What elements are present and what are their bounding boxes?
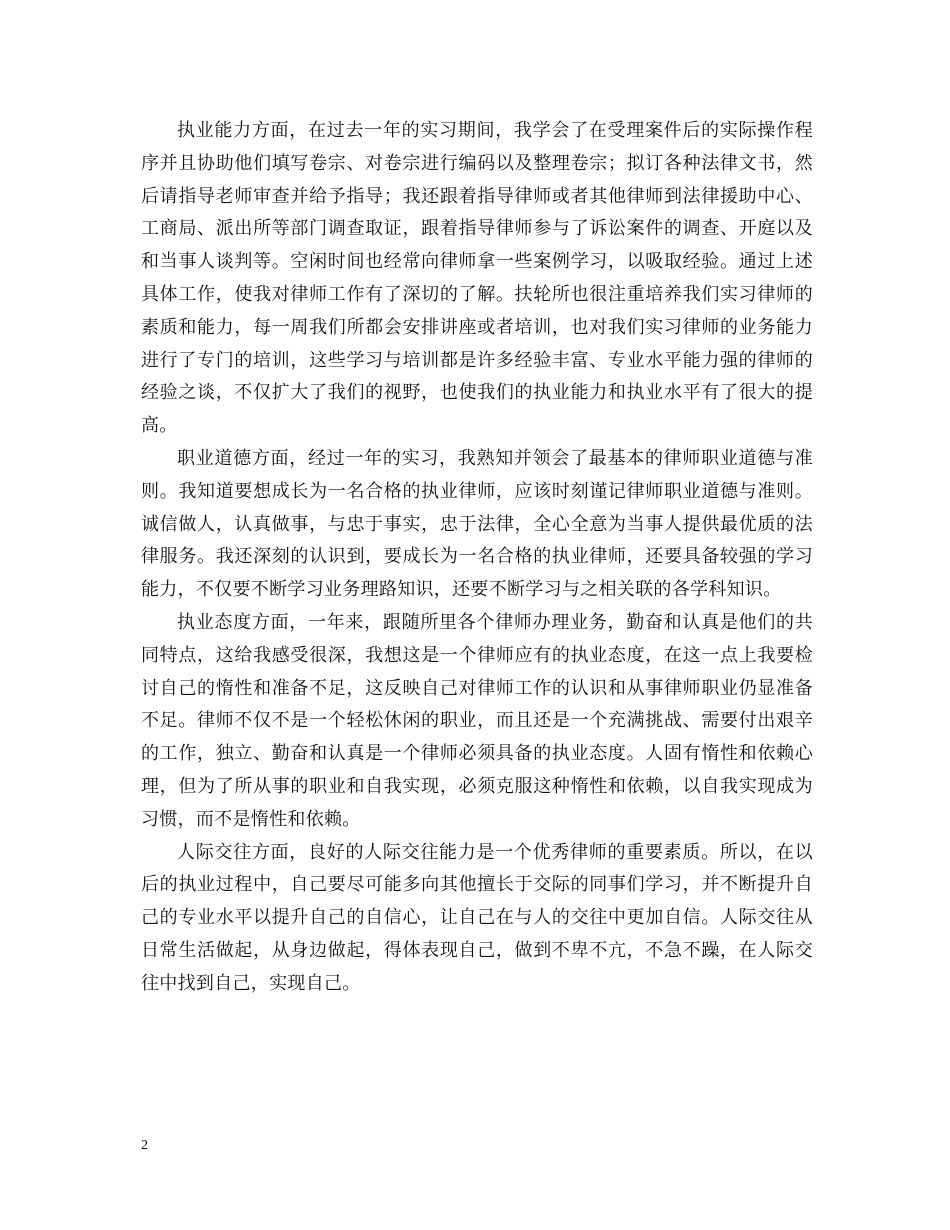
paragraph-practice-ability: 执业能力方面，在过去一年的实习期间，我学会了在受理案件后的实际操作程序并且协助他们填写卷宗、对卷宗进行编码以及整理卷宗；拟订各种法律文书，然后请指导老师审查并给予指导；我还跟着指导律师或者其他律师到法律援助中心、工商局、派出所等部门调查取证，跟着指导律师参与了诉讼案件的调查、开庭以及和当事人谈判等。空闲时间也经常向律师拿一些案例学习，以吸取经验。通过上述具体工作，使我对律师工作有了深切的了解。扶轮所也很注重培养我们实习律师的素质和能力，每一周我们所都会安排讲座或者培训，也对我们实习律师的业务能力进行了专门的培训，这些学习与培训都是许多经验丰富、专业水平能力强的律师的经验之谈，不仅扩大了我们的视野，也使我们的执业能力和执业水平有了很大的提高。 [141, 120, 813, 437]
document-body [141, 115, 813, 1001]
paragraph-interpersonal: 人际交往方面，良好的人际交往能力是一个优秀律师的重要素质。所以，在以后的执业过程中，自己要尽可能多向其他擅长于交际的同事们学习，并不断提升自己的专业水平以提升自己的自信心，让自己在与人的交往中更加自信。人际交往从日常生活做起，从身边做起，得体表现自己，做到不卑不亢，不急不躁，在人际交往中找到自己，实现自己。 [141, 841, 813, 994]
paragraph-professional-ethics: 职业道德方面，经过一年的实习，我熟知并领会了最基本的律师职业道德与准则。我知道要想成长为一名合格的执业律师，应该时刻谨记律师职业道德与准则。诚信做人，认真做事，与忠于事实，忠于法律，全心全意为当事人提供最优质的法律服务。我还深刻的认识到，要成长为一名合格的执业律师，还要具备较强的学习能力，不仅要不断学习业务理路知识，还要不断学习与之相关联的各学科知识。 [141, 447, 813, 601]
paragraph-work-attitude: 执业态度方面，一年来，跟随所里各个律师办理业务，勤奋和认真是他们的共同特点，这给我感受很深，我想这是一个律师应有的执业态度，在这一点上我要检讨自己的惰性和准备不足，这反映自己对律师工作的认识和从事律师职业仍显准备不足。律师不仅不是一个轻松休闲的职业，而且还是一个充满挑战、需要付出艰辛的工作，独立、勤奋和认真是一个律师必须具备的执业态度。人固有惰性和依赖心理，但为了所从事的职业和自我实现，必须克服这种惰性和依赖，以自我实现成为习惯，而不是惰性和依赖。 [141, 611, 813, 830]
page-number: 2 [141, 1138, 148, 1153]
